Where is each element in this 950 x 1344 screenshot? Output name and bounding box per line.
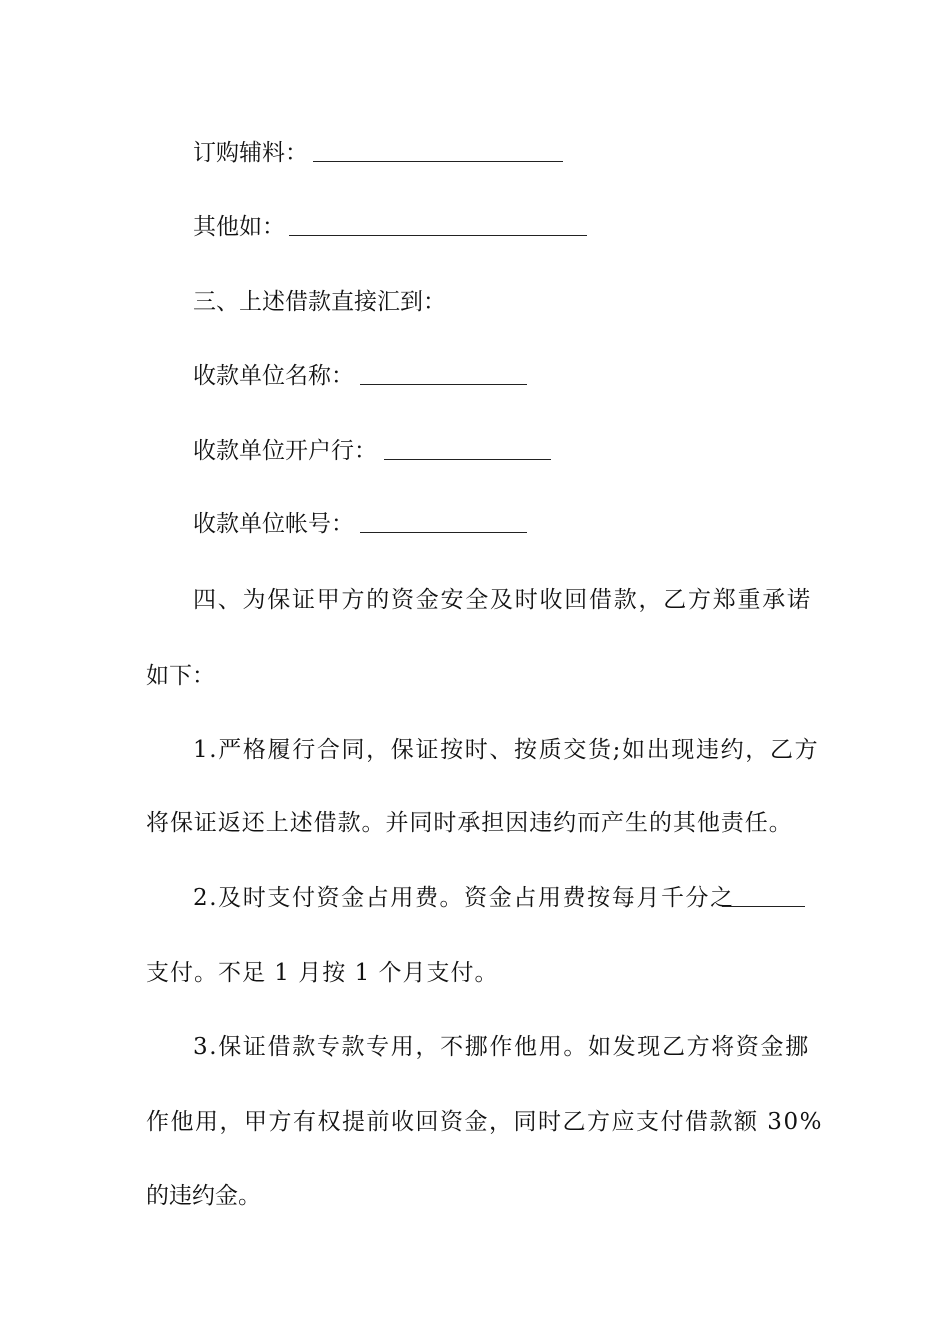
section4-text-line1: 四、为保证甲方的资金安全及时收回借款，乙方郑重承诺 [193, 587, 812, 613]
order-materials-blank[interactable] [313, 161, 563, 162]
item3-text-line3: 的违约金。 [146, 1183, 261, 1209]
others-blank[interactable] [289, 235, 587, 236]
item1-text-line1: 1.严格履行合同，保证按时、按质交货;如出现违约，乙方 [193, 737, 820, 763]
section4-line1 [0, 580, 950, 620]
others-label: 其他如： [193, 214, 285, 240]
rate-blank[interactable] [722, 906, 805, 907]
others-line [0, 207, 950, 247]
item1-line2 [0, 803, 950, 843]
payee-account-blank[interactable] [360, 532, 527, 533]
section4-text-line2: 如下： [146, 663, 215, 689]
payee-name-line [0, 356, 950, 396]
item3-text-line1: 3.保证借款专款专用，不挪作他用。如发现乙方将资金挪 [193, 1034, 810, 1060]
item3-line3 [0, 1176, 950, 1216]
payee-account-line [0, 504, 950, 544]
payee-bank-blank[interactable] [384, 459, 551, 460]
item1-line1 [0, 730, 950, 770]
item1-text-line2: 将保证返还上述借款。并同时承担因违约而产生的其他责任。 [146, 810, 793, 836]
section3-line [0, 282, 950, 322]
section3-heading: 三、上述借款直接汇到： [193, 289, 446, 315]
item2-text-line2: 支付。不足 1 月按 1 个月支付。 [146, 960, 499, 986]
payee-bank-line [0, 431, 950, 471]
payee-name-blank[interactable] [360, 384, 527, 385]
payee-account-label: 收款单位帐号： [193, 511, 354, 537]
item2-line1 [0, 878, 950, 918]
item2-text-line1: 2.及时支付资金占用费。资金占用费按每月千分之 [193, 885, 735, 911]
payee-bank-label: 收款单位开户行： [193, 438, 377, 464]
item2-line2 [0, 953, 950, 993]
item3-line1 [0, 1027, 950, 1067]
order-materials-label: 订购辅料： [193, 140, 308, 166]
item3-line2 [0, 1102, 950, 1142]
section4-line2 [0, 656, 950, 696]
item3-text-line2: 作他用，甲方有权提前收回资金，同时乙方应支付借款额 30% [146, 1109, 823, 1135]
order-materials-line [0, 133, 950, 173]
payee-name-label: 收款单位名称： [193, 363, 354, 389]
